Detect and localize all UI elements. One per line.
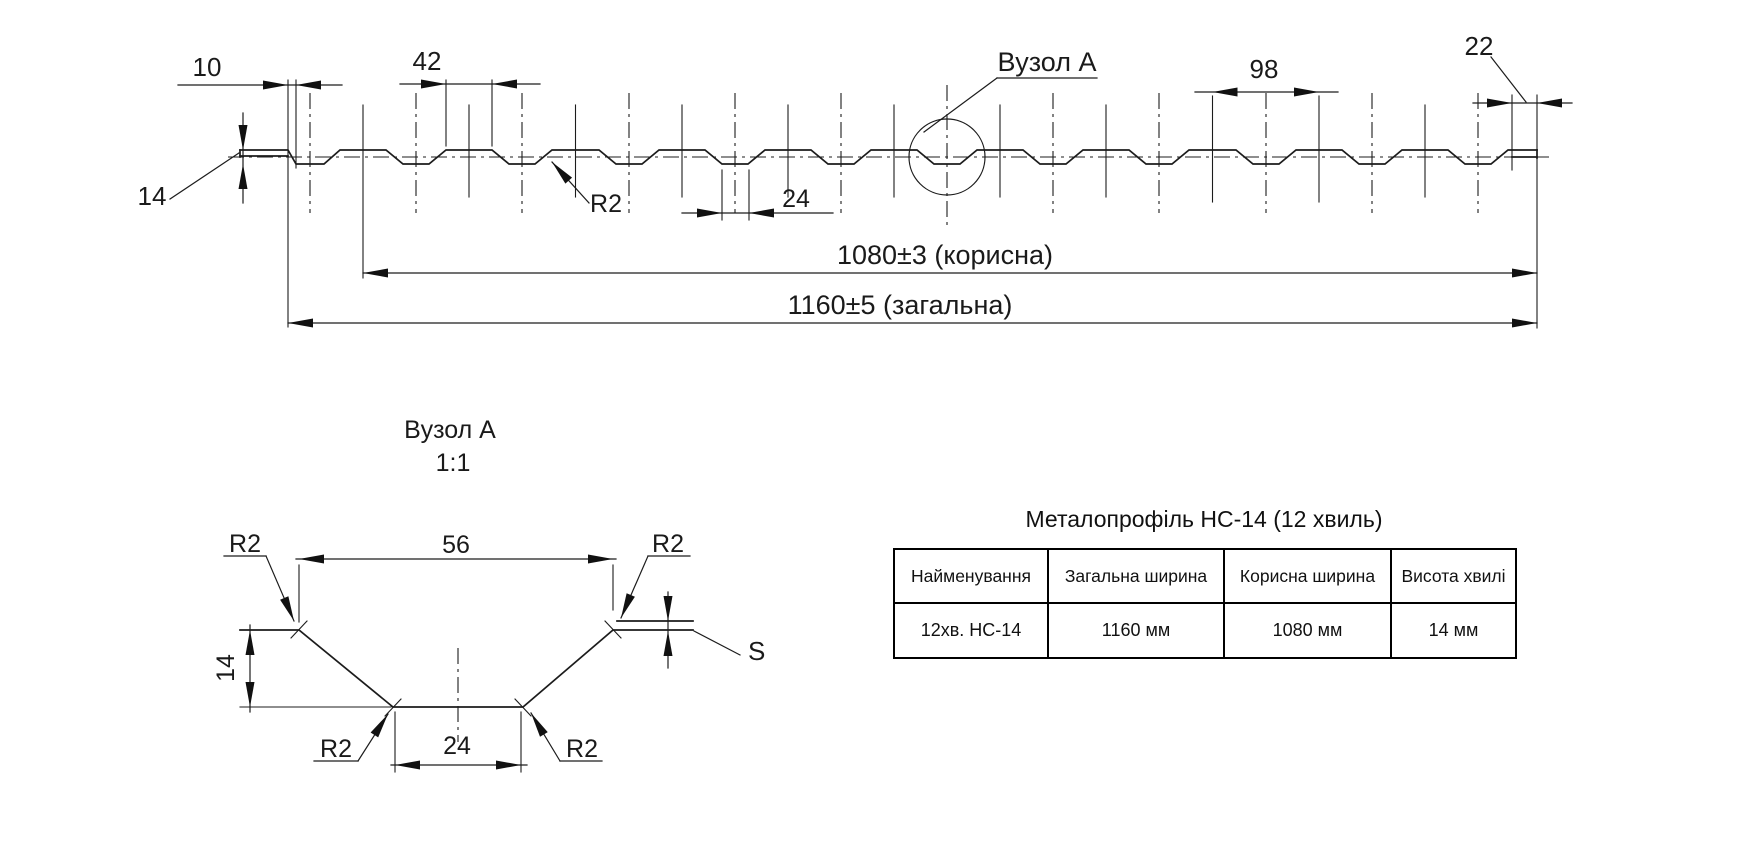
- detail-title: Вузол А: [404, 416, 496, 444]
- detail-top-width-label: 56: [442, 531, 470, 559]
- detail-view-geometry: [224, 555, 740, 773]
- detail-height-label: 14: [212, 654, 240, 682]
- detail-r2-top-right: R2: [652, 530, 684, 558]
- dim-edge-right-label: 22: [1464, 31, 1494, 61]
- cell-wave-height: 14 мм: [1391, 603, 1516, 658]
- cell-name: 12хв. НС-14: [894, 603, 1048, 658]
- spec-table-data-row: [894, 603, 1516, 658]
- dimension-lines: [170, 57, 1572, 328]
- detail-r2-bottom-left: R2: [320, 735, 352, 763]
- dim-crest-flat-label: 42: [412, 46, 442, 76]
- spec-table-header-row: [894, 549, 1516, 603]
- detail-r2-top-left: R2: [229, 530, 261, 558]
- spec-table-block: [893, 506, 1515, 659]
- spec-table-title: Металопрофіль НС-14 (12 хвиль): [1025, 506, 1383, 532]
- dim-overlap-left-label: 10: [192, 52, 222, 82]
- header-useful-width: Корисна ширина: [1224, 549, 1391, 603]
- header-overall-width: Загальна ширина: [1048, 549, 1224, 603]
- dim-trough-bottom-label: 24: [782, 185, 810, 213]
- detail-bottom-width-label: 24: [443, 732, 471, 760]
- node-a-callout-label: Вузол А: [997, 47, 1097, 77]
- dim-useful-width-label: 1080±3 (корисна): [836, 240, 1054, 270]
- detail-r2-bottom-right: R2: [566, 735, 598, 763]
- dim-wave-height-label: 14: [137, 181, 167, 211]
- node-a-callout-circle: [909, 78, 1097, 195]
- detail-scale: 1:1: [435, 449, 471, 477]
- dim-overall-width-label: 1160±5 (загальна): [787, 290, 1013, 320]
- cell-overall-width: 1160 мм: [1048, 603, 1224, 658]
- detail-thickness-label: S: [748, 636, 766, 666]
- header-wave-height: Висота хвилі: [1391, 549, 1516, 603]
- cell-useful-width: 1080 мм: [1224, 603, 1391, 658]
- spec-table: [893, 548, 1517, 659]
- dim-wave-pitch-label: 98: [1249, 54, 1279, 84]
- dim-radius-label: R2: [590, 190, 622, 218]
- header-name: Найменування: [894, 549, 1048, 603]
